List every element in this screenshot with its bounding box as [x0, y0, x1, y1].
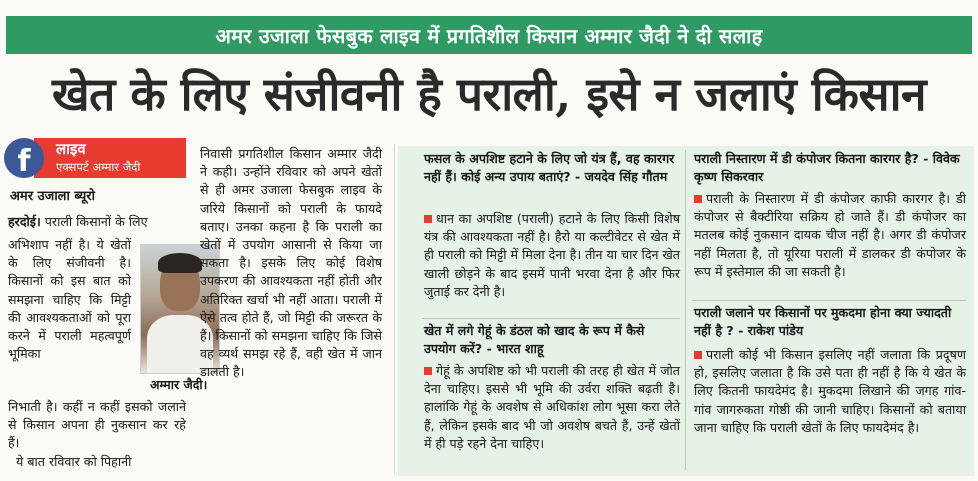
byline: अमर उजाला ब्यूरो	[10, 189, 95, 204]
live-title: लाइव	[56, 140, 86, 158]
qa-column-divider	[685, 150, 686, 470]
article-column-2	[200, 145, 382, 382]
article-intro	[8, 213, 186, 231]
col2-paragraph-1: निवासी प्रगतिशील किसान अम्मार जैदी ने कही। उन्होंने रविवार को अपने खेतों से ही अमर उजाला फेसबुक लाइव के जरिये किसानों को पराली के फायदे बताए। उनका कहना है कि पराली का खेतों में उपयोग आसानी से किया जा सकता है। इसके लिए कोई विशेष उपकरण की आवश्यकता नहीं होती और अतिरिक्त खर्चा भी नहीं आता।	[200, 146, 382, 307]
answer-4: पराली कोई भी किसान इसलिए नहीं जलाता कि प्रदूषण हो, इसलिए जलाता है कि उसे पता ही नहीं है कि ये खेत के लिए कितनी फायदेमंद है। मुकदमा लिखाने की जगह गांव-गांव जागरुकता गोष्ठी की जानी चाहिए। किसानों को बताया जाना चाहिए कि पराली खेतों के लिए फायदेमंद है।	[694, 347, 966, 435]
col2-paragraph-2: पराली में ऐसे तत्व होते हैं, जो मिट्टी की जरूरत के हैं। किसानों को समझना चाहिए कि जिसे वह व्यर्थ समझ रहे हैं, वही खेत में जान डालती है।	[200, 291, 382, 380]
answer-1: धान का अपशिष्ट (पराली) हटाने के लिए किसी विशेष यंत्र की आवश्यकता नहीं है। हैरो या कल्टीवेटर से खेत में ही पराली को मिट्टी में मिला देना है। तीन या चार दिन खेत खाली छोड़ने के बाद इसमें पानी भरवा देना है और फिर जुताई कर देनी है।	[424, 211, 680, 299]
question-2: खेत में लगे गेहूं के डंठल को खाद के रूप में कैसे उपयोग करें? - भारत शाहू	[424, 323, 645, 356]
live-label-box	[34, 138, 186, 178]
qa-separator	[692, 300, 966, 301]
top-banner: अमर उजाला फेसबुक लाइव में प्रगतिशील किसान अम्मार जैदी ने दी सलाह	[6, 16, 972, 54]
question-1: फसल के अपशिष्ट हटाने के लिए जो यंत्र हैं, वह कारगर नहीं हैं। कोई अन्य उपाय बताएं? - जयदेव सिंह गौतम	[424, 151, 675, 184]
facebook-live-badge	[4, 136, 192, 180]
bullet-icon	[694, 195, 702, 203]
photo-hair	[158, 253, 202, 273]
answer-2: गेहूं के अपशिष्ट को भी पराली की तरह ही खेत में जोत देना चाहिए। इससे भी भूमि की उर्वरा शक्ति बढ़ती है। हालांकि गेहूं के अवशेष से अधिकांश लोग भूसा करा लेते हैं, लेकिन इसके बाद भी जो अवशेष बचते हैं, उन्हें खेतों में ही पड़े रहने देना चाहिए।	[424, 363, 680, 451]
headline: खेत के लिए संजीवनी है पराली, इसे न जलाएं किसान	[51, 67, 927, 121]
article-text-end: निभाती है। कहीं न कहीं इसको जलाने से किसान अपना ही नुकसान कर रहे हैं। ये बात रविवार को पिहानी	[8, 399, 186, 469]
facebook-icon: f	[4, 138, 44, 178]
bullet-icon	[424, 367, 432, 375]
dateline: हरदोई।	[8, 214, 41, 229]
article-text: पराली किसानों के लिए	[44, 214, 148, 229]
question-3: पराली निस्तारण में डी कंपोजर कितना कारगर है? - विवेक कृष्ण सिकरवार	[694, 151, 960, 184]
live-subtitle: एक्सपर्ट अम्मार जैदी	[56, 160, 141, 174]
bullet-icon	[424, 215, 432, 223]
column-divider	[394, 144, 395, 474]
paragraph-start: ये बात रविवार को पिहानी	[16, 453, 132, 469]
qa-separator	[422, 318, 680, 319]
bullet-icon	[694, 351, 702, 359]
photo-caption: अम्मार जैदी।	[150, 377, 208, 392]
article-text-wrap: अभिशाप नहीं है। ये खेतों के लिए संजीवनी है। किसानों को इस बात को समझना चाहिए कि मिट्टी की आवश्यकताओं को पूरा करने में पराली महत्वपूर्ण भूमिका	[8, 237, 131, 362]
answer-3: पराली के निस्तारण में डी कंपोजर काफी कारगर है। डी कंपोजर से बैक्टीरिया सक्रिय हो जाते हैं। डी कंपोजर का मतलब कोई नुकसान दायक चीज नहीं है। अगर डी कंपोजर नहीं मिलता है, तो यूरिया पराली में डालकर डी कंपोजर के रूप में इस्तेमाल की जा सकती है।	[694, 191, 966, 279]
question-4: पराली जलाने पर किसानों पर मुकदमा होना क्या ज्यादती नहीं है ? - राकेश पांडेय	[694, 305, 952, 338]
